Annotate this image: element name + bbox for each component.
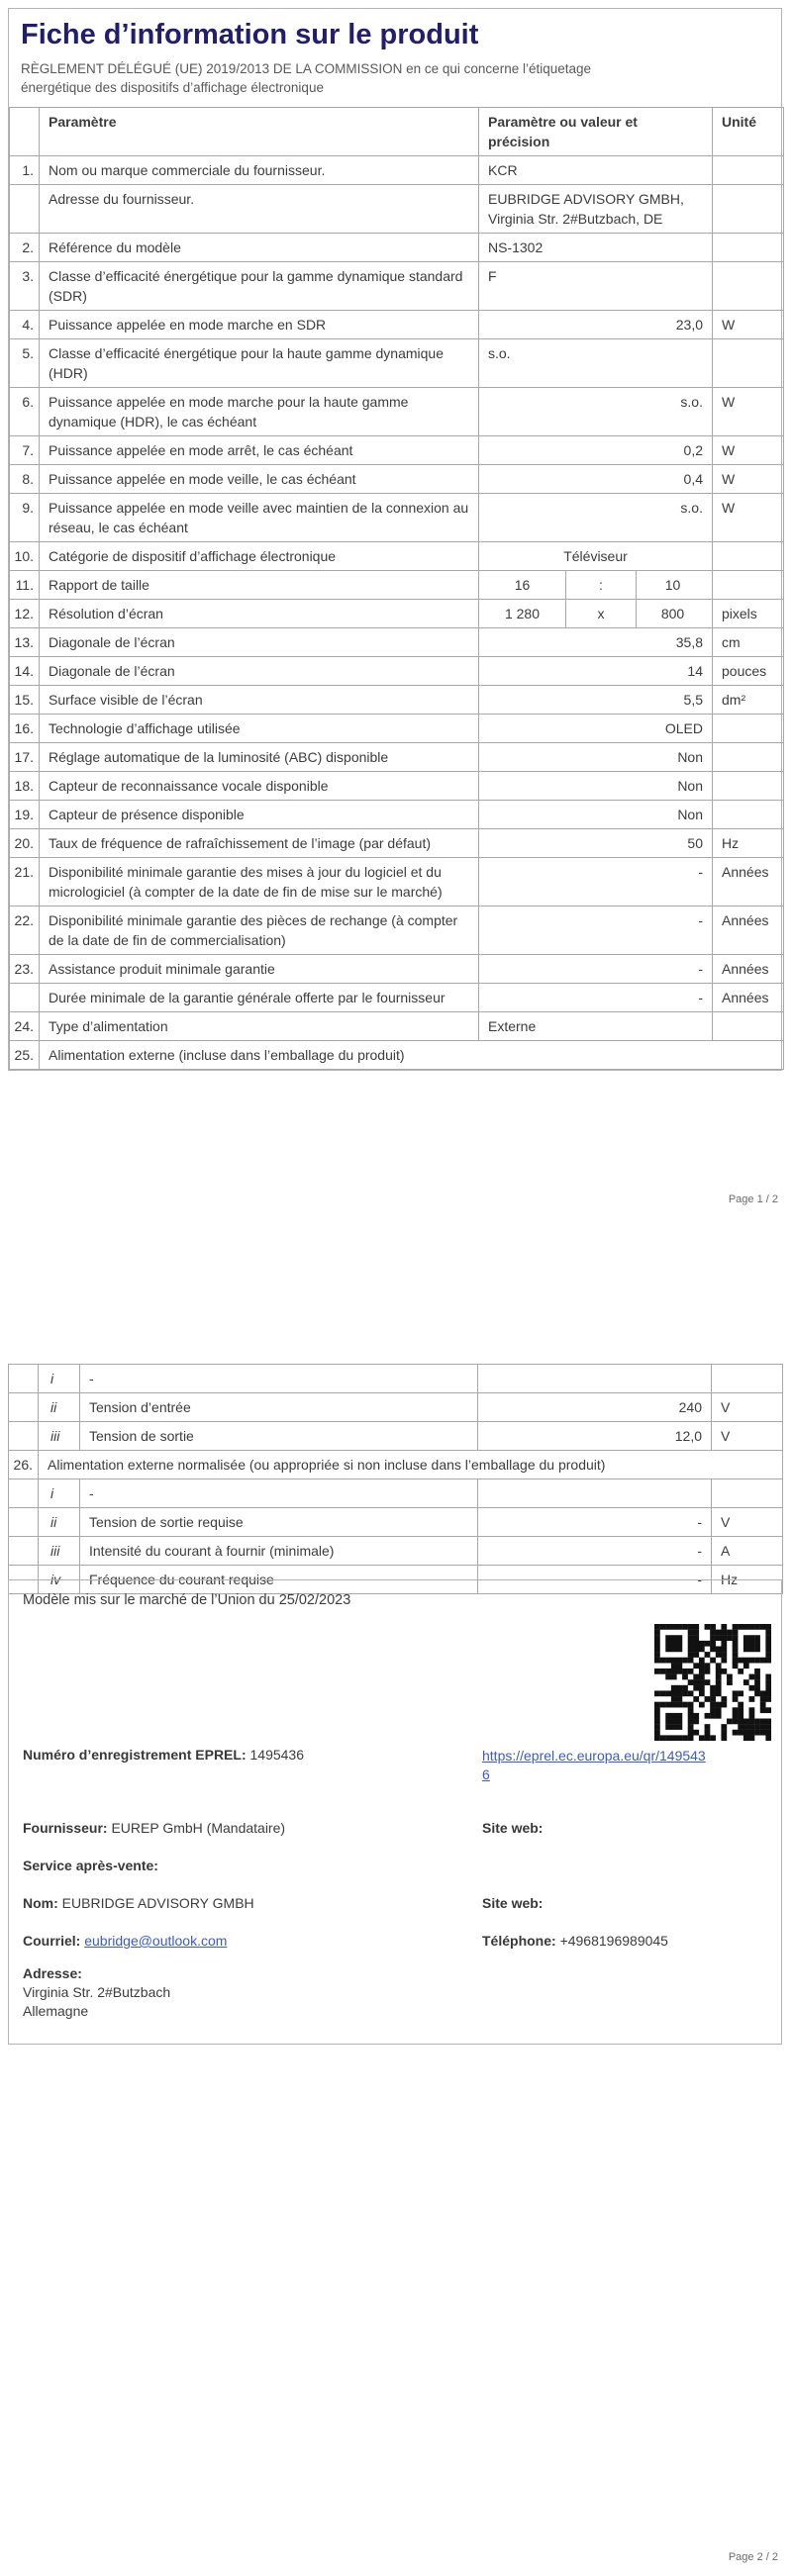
header-valeur: Paramètre ou valeur et précision <box>479 107 713 155</box>
unit-cell <box>713 338 784 387</box>
param-label-cell: Catégorie de dispositif d’affichage électronique <box>40 541 479 570</box>
service-name <box>23 1895 482 1911</box>
param-label-cell: Type d’alimentation <box>40 1011 479 1040</box>
service-label: Service après-vente: <box>23 1858 158 1873</box>
param-label-cell: Classe d’efficacité énergétique pour la gamme dynamique standard (SDR) <box>40 261 479 310</box>
value-cell: 50 <box>479 828 713 857</box>
param-label-cell: Fréquence du courant requise <box>80 1566 478 1594</box>
row-number-cell <box>9 1537 39 1566</box>
value-cell: Non <box>479 742 713 771</box>
row-number-cell: 26. <box>9 1451 39 1479</box>
eprel-value: 1495436 <box>249 1747 305 1763</box>
roman-numeral-cell: ii <box>39 1508 80 1537</box>
unit-cell <box>713 570 784 599</box>
power-supply-table <box>8 1364 783 1594</box>
value-part: : <box>565 571 637 599</box>
table-row <box>10 771 784 800</box>
unit-cell: dm² <box>713 685 784 714</box>
unit-cell <box>713 541 784 570</box>
param-label-cell: Assistance produit minimale garantie <box>40 954 479 983</box>
param-label-cell: Taux de fréquence de rafraîchissement de l’image (par défaut) <box>40 828 479 857</box>
supplier <box>23 1820 482 1836</box>
phone <box>482 1933 767 1949</box>
param-label-cell: Diagonale de l’écran <box>40 656 479 685</box>
unit-cell: Années <box>713 857 784 906</box>
param-label-cell: Tension de sortie <box>80 1422 478 1451</box>
table-row <box>10 800 784 828</box>
unit-cell: cm <box>713 627 784 656</box>
address-label: Adresse: <box>23 1965 82 1981</box>
address-line2: Allemagne <box>23 2003 89 2019</box>
row-number-cell: 6. <box>10 387 40 435</box>
value-cell: Non <box>479 800 713 828</box>
supplier-label: Fournisseur: <box>23 1820 108 1836</box>
value-part: 16 <box>514 576 531 593</box>
value-cell: 240 <box>478 1393 712 1422</box>
param-label-cell: Alimentation externe (incluse dans l’emballage du produit) <box>40 1040 784 1069</box>
table-header-row <box>10 107 784 155</box>
param-label-cell: Intensité du courant à fournir (minimale) <box>80 1537 478 1566</box>
unit-cell: W <box>713 387 784 435</box>
row-number-cell: 21. <box>10 857 40 906</box>
table-row <box>10 184 784 233</box>
unit-cell <box>713 1011 784 1040</box>
value-cell: - <box>479 954 713 983</box>
param-label-cell: Tension de sortie requise <box>80 1508 478 1537</box>
param-label-cell: Résolution d’écran <box>40 599 479 627</box>
param-label-cell: Rapport de taille <box>40 570 479 599</box>
supplier-value: EUREP GmbH (Mandataire) <box>111 1820 286 1836</box>
page2-table-box <box>8 1364 782 1594</box>
value-part: 1 280 <box>504 605 541 621</box>
value-cell <box>478 1479 712 1508</box>
value-cell: Externe <box>479 1011 713 1040</box>
row-number-cell: 10. <box>10 541 40 570</box>
unit-cell: Hz <box>712 1566 783 1594</box>
value-cell: Non <box>479 771 713 800</box>
unit-cell <box>713 742 784 771</box>
eprel-link[interactable]: https://eprel.ec.europa.eu/qr/1495436 <box>482 1748 706 1782</box>
table-row <box>10 541 784 570</box>
unit-cell: W <box>713 310 784 338</box>
value-cell: 23,0 <box>479 310 713 338</box>
param-label-cell: Puissance appelée en mode arrêt, le cas échéant <box>40 435 479 464</box>
row-number-cell: 15. <box>10 685 40 714</box>
name-label: Nom: <box>23 1895 58 1911</box>
unit-cell: Années <box>713 983 784 1011</box>
param-label-cell: - <box>80 1365 478 1393</box>
page1-footer: Page 1 / 2 <box>728 1193 778 1205</box>
row-number-cell: 13. <box>10 627 40 656</box>
market-date-line: Modèle mis sur le marché de l’Union du 25/02/2023 <box>23 1592 351 1608</box>
value-cell: KCR <box>479 155 713 184</box>
value-cell: - <box>479 906 713 954</box>
row-number-cell <box>9 1508 39 1537</box>
row-number-cell: 17. <box>10 742 40 771</box>
row-number-cell: 4. <box>10 310 40 338</box>
table-row <box>10 1011 784 1040</box>
table-row <box>10 685 784 714</box>
value-cell: - <box>479 983 713 1011</box>
row-number-cell <box>10 983 40 1011</box>
service-row <box>23 1858 767 1873</box>
row-number-cell: 22. <box>10 906 40 954</box>
roman-numeral-cell: iii <box>39 1537 80 1566</box>
table-row <box>10 570 784 599</box>
table-row <box>10 906 784 954</box>
page2-footer: Page 2 / 2 <box>728 2551 778 2563</box>
table-row <box>10 310 784 338</box>
value-cell: F <box>479 261 713 310</box>
value-cell: Téléviseur <box>479 541 713 570</box>
value-cell: s.o. <box>479 387 713 435</box>
value-cell: EUBRIDGE ADVISORY GMBH, Virginia Str. 2#Butzbach, DE <box>479 184 713 233</box>
roman-numeral-cell: ii <box>39 1393 80 1422</box>
unit-cell: pixels <box>713 599 784 627</box>
row-number-cell <box>9 1365 39 1393</box>
row-number-cell: 16. <box>10 714 40 742</box>
row-number-cell <box>9 1479 39 1508</box>
unit-cell <box>713 155 784 184</box>
unit-cell <box>712 1479 783 1508</box>
param-label-cell: Technologie d’affichage utilisée <box>40 714 479 742</box>
eprel-label: Numéro d’enregistrement EPREL: <box>23 1747 247 1763</box>
registration-info-box <box>8 1579 782 2045</box>
table-row <box>9 1422 783 1451</box>
table-row <box>10 714 784 742</box>
value-cell <box>479 599 713 627</box>
page-title: Fiche d’information sur le produit <box>21 19 479 50</box>
unit-cell <box>712 1365 783 1393</box>
value-cell: - <box>478 1566 712 1594</box>
header-empty-cell <box>10 107 40 155</box>
value-cell: 0,2 <box>479 435 713 464</box>
param-label-cell: Réglage automatique de la luminosité (ABC) disponible <box>40 742 479 771</box>
unit-cell <box>713 714 784 742</box>
param-label-cell: Disponibilité minimale garantie des pièces de rechange (à compter de la date de fin de commercialisation) <box>40 906 479 954</box>
param-label-cell: Puissance appelée en mode veille, le cas échéant <box>40 464 479 493</box>
row-number-cell: 3. <box>10 261 40 310</box>
name-row <box>23 1895 767 1911</box>
address-block <box>23 1964 767 2021</box>
email-link[interactable]: eubridge@outlook.com <box>84 1933 228 1949</box>
email <box>23 1933 482 1949</box>
name-value: EUBRIDGE ADVISORY GMBH <box>61 1895 254 1911</box>
unit-cell: V <box>712 1422 783 1451</box>
unit-cell: W <box>713 435 784 464</box>
table-row <box>9 1508 783 1537</box>
value-cell: 0,4 <box>479 464 713 493</box>
table-row <box>10 387 784 435</box>
roman-numeral-cell: iii <box>39 1422 80 1451</box>
unit-cell <box>713 184 784 233</box>
table-row <box>9 1365 783 1393</box>
table-row <box>10 627 784 656</box>
value-part: 800 <box>660 605 685 621</box>
value-cell: - <box>479 857 713 906</box>
param-label-cell: Surface visible de l’écran <box>40 685 479 714</box>
param-label-cell: Capteur de reconnaissance vocale disponible <box>40 771 479 800</box>
table-row <box>10 828 784 857</box>
header-parametre: Paramètre <box>40 107 479 155</box>
table-row <box>9 1451 783 1479</box>
param-label-cell: - <box>80 1479 478 1508</box>
row-number-cell: 23. <box>10 954 40 983</box>
param-label-cell: Diagonale de l’écran <box>40 627 479 656</box>
row-number-cell: 7. <box>10 435 40 464</box>
email-label: Courriel: <box>23 1933 81 1949</box>
unit-cell <box>713 261 784 310</box>
unit-cell <box>713 233 784 261</box>
value-cell: 14 <box>479 656 713 685</box>
supplier-row <box>23 1820 767 1836</box>
value-cell: 35,8 <box>479 627 713 656</box>
siteweb2-label: Site web: <box>482 1895 544 1911</box>
value-cell: NS-1302 <box>479 233 713 261</box>
table-row <box>10 857 784 906</box>
row-number-cell: 12. <box>10 599 40 627</box>
param-label-cell: Durée minimale de la garantie générale offerte par le fournisseur <box>40 983 479 1011</box>
table-row <box>10 261 784 310</box>
unit-cell: Hz <box>713 828 784 857</box>
header-unite: Unité <box>713 107 784 155</box>
unit-cell: V <box>712 1508 783 1537</box>
roman-numeral-cell: i <box>39 1365 80 1393</box>
eprel-row <box>23 1747 767 1784</box>
qr-code <box>654 1624 771 1741</box>
row-number-cell: 2. <box>10 233 40 261</box>
table-row <box>10 155 784 184</box>
row-number-cell <box>9 1422 39 1451</box>
unit-cell: W <box>713 493 784 541</box>
value-cell: 12,0 <box>478 1422 712 1451</box>
row-number-cell: 9. <box>10 493 40 541</box>
table-row <box>10 338 784 387</box>
row-number-cell: 5. <box>10 338 40 387</box>
param-label-cell: Disponibilité minimale garantie des mises à jour du logiciel et du micrologiciel (à compter de la date de fin de mise sur le marché) <box>40 857 479 906</box>
table-row <box>10 493 784 541</box>
value-part: x <box>565 600 637 627</box>
param-label-cell: Puissance appelée en mode veille avec maintien de la connexion au réseau, le cas échéant <box>40 493 479 541</box>
unit-cell: pouces <box>713 656 784 685</box>
unit-cell: V <box>712 1393 783 1422</box>
unit-cell: Années <box>713 954 784 983</box>
table-row <box>10 464 784 493</box>
value-cell: - <box>478 1537 712 1566</box>
param-label-cell: Classe d’efficacité énergétique pour la haute gamme dynamique (HDR) <box>40 338 479 387</box>
value-cell: s.o. <box>479 493 713 541</box>
param-label-cell: Puissance appelée en mode marche pour la haute gamme dynamique (HDR), le cas échéant <box>40 387 479 435</box>
row-number-cell: 24. <box>10 1011 40 1040</box>
table-row <box>9 1393 783 1422</box>
eprel-number <box>23 1747 482 1763</box>
param-label-cell: Capteur de présence disponible <box>40 800 479 828</box>
value-cell: OLED <box>479 714 713 742</box>
value-cell: - <box>478 1508 712 1537</box>
page1-header <box>9 9 781 107</box>
row-number-cell: 1. <box>10 155 40 184</box>
row-number-cell: 8. <box>10 464 40 493</box>
row-number-cell: 11. <box>10 570 40 599</box>
param-label-cell: Adresse du fournisseur. <box>40 184 479 233</box>
table-row <box>10 1040 784 1069</box>
value-cell <box>478 1365 712 1393</box>
table-row <box>9 1537 783 1566</box>
address-line1: Virginia Str. 2#Butzbach <box>23 1984 171 2000</box>
row-number-cell <box>10 184 40 233</box>
page1-box <box>8 8 782 1071</box>
table-row <box>10 742 784 771</box>
row-number-cell: 20. <box>10 828 40 857</box>
regulation-text: RÈGLEMENT DÉLÉGUÉ (UE) 2019/2013 DE LA COMMISSION en ce qui concerne l’étiquetage énergétique des dispositifs d’affichage électronique <box>21 61 592 95</box>
row-number-cell: 19. <box>10 800 40 828</box>
unit-cell: Années <box>713 906 784 954</box>
row-number-cell: 14. <box>10 656 40 685</box>
value-cell: 5,5 <box>479 685 713 714</box>
param-label-cell: Nom ou marque commerciale du fournisseur. <box>40 155 479 184</box>
table-row <box>10 983 784 1011</box>
row-number-cell: 25. <box>10 1040 40 1069</box>
table-row <box>10 435 784 464</box>
value-part: 10 <box>664 576 681 593</box>
roman-numeral-cell: i <box>39 1479 80 1508</box>
table-row <box>10 599 784 627</box>
table-row <box>10 233 784 261</box>
unit-cell: A <box>712 1537 783 1566</box>
row-number-cell: 18. <box>10 771 40 800</box>
unit-cell: W <box>713 464 784 493</box>
siteweb-label: Site web: <box>482 1820 544 1836</box>
unit-cell <box>713 800 784 828</box>
product-spec-table <box>9 107 784 1070</box>
email-row <box>23 1933 767 1949</box>
phone-label: Téléphone: <box>482 1933 556 1949</box>
param-label-cell: Référence du modèle <box>40 233 479 261</box>
unit-cell <box>713 771 784 800</box>
table-row <box>10 656 784 685</box>
param-label-cell: Tension d’entrée <box>80 1393 478 1422</box>
row-number-cell <box>9 1393 39 1422</box>
roman-numeral-cell: iv <box>39 1566 80 1594</box>
table-row <box>10 954 784 983</box>
value-cell: s.o. <box>479 338 713 387</box>
table-row <box>9 1479 783 1508</box>
param-label-cell: Alimentation externe normalisée (ou appropriée si non incluse dans l’emballage du produit) <box>39 1451 783 1479</box>
value-cell <box>479 570 713 599</box>
param-label-cell: Puissance appelée en mode marche en SDR <box>40 310 479 338</box>
phone-value: +4968196989045 <box>559 1933 668 1949</box>
